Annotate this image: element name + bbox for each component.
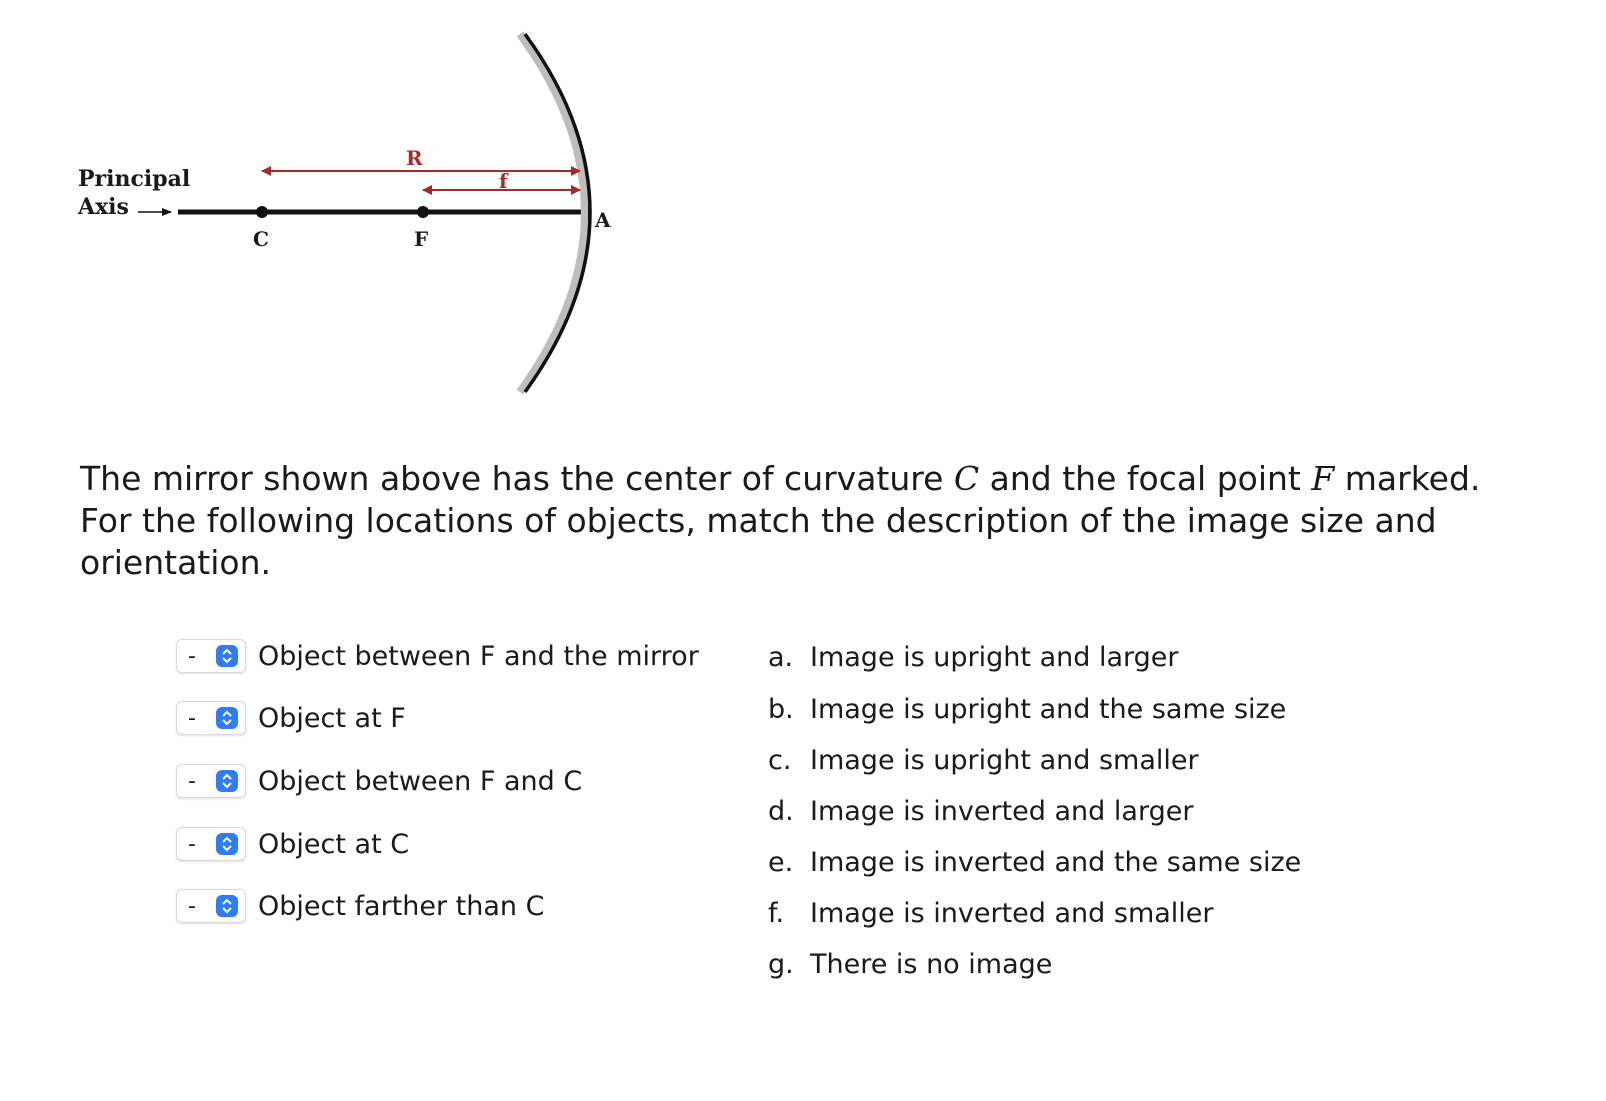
answer-item-c (768, 743, 1199, 779)
focal-length-label: f (499, 169, 508, 193)
match-row-4 (176, 826, 409, 862)
answer-item-f (768, 896, 1214, 932)
answer-item-b (768, 692, 1286, 728)
match-select-2[interactable] (176, 701, 246, 735)
select-value: - (188, 832, 196, 857)
question-var-c: C (953, 459, 980, 498)
answer-item-g (768, 947, 1052, 983)
chevron-updown-icon (216, 895, 238, 917)
answer-text: Image is upright and smaller (810, 745, 1199, 776)
match-select-4[interactable] (176, 827, 246, 861)
answer-letter: g. (768, 949, 794, 980)
question-part-3: marked. For the following locations of objects, match the description of the image size and orientation. (80, 459, 1481, 582)
focal-point (417, 206, 429, 218)
question-part-2: and the focal point (979, 459, 1312, 498)
answer-text: There is no image (810, 949, 1053, 980)
radius-label: R (406, 146, 423, 170)
answer-item-a (768, 640, 1178, 676)
axis-label-axis: Axis (78, 194, 129, 220)
axis-label-principal: Principal (78, 166, 191, 192)
match-select-1[interactable] (176, 639, 246, 673)
chevron-updown-icon (216, 833, 238, 855)
answer-letter: e. (768, 847, 794, 878)
match-label-1: Object between F and the mirror (258, 640, 699, 672)
match-row-5 (176, 888, 544, 924)
select-value: - (188, 769, 196, 794)
answer-text: Image is inverted and larger (810, 796, 1194, 827)
chevron-updown-icon (216, 770, 238, 792)
select-value: - (188, 894, 196, 919)
point-label-f: F (414, 227, 429, 251)
match-row-3 (176, 763, 582, 799)
match-row-1 (176, 638, 699, 674)
answer-text: Image is inverted and the same size (810, 847, 1302, 878)
question-text (80, 458, 1540, 584)
point-label-a: A (595, 208, 611, 232)
mirror-diagram (0, 0, 700, 420)
select-value: - (188, 644, 196, 669)
answer-text: Image is inverted and smaller (810, 898, 1214, 929)
center-of-curvature-point (256, 206, 268, 218)
select-value: - (188, 706, 196, 731)
match-label-2: Object at F (258, 702, 406, 734)
answer-letter: d. (768, 796, 794, 827)
question-var-f: F (1311, 459, 1335, 498)
match-select-5[interactable] (176, 889, 246, 923)
chevron-updown-icon (216, 707, 238, 729)
match-label-4: Object at C (258, 828, 410, 860)
match-label-3: Object between F and C (258, 765, 583, 797)
answer-letter: a. (768, 642, 794, 673)
point-label-c: C (253, 227, 269, 251)
answer-item-e (768, 845, 1301, 881)
match-select-3[interactable] (176, 764, 246, 798)
match-row-2 (176, 700, 406, 736)
answer-letter: b. (768, 694, 794, 725)
answer-item-d (768, 794, 1193, 830)
answer-text: Image is upright and larger (810, 642, 1179, 673)
answer-letter: f. (768, 898, 785, 929)
answer-letter: c. (768, 745, 792, 776)
match-label-5: Object farther than C (258, 890, 545, 922)
question-part-1: The mirror shown above has the center of curvature (80, 459, 954, 498)
chevron-updown-icon (216, 645, 238, 667)
answer-text: Image is upright and the same size (810, 694, 1287, 725)
